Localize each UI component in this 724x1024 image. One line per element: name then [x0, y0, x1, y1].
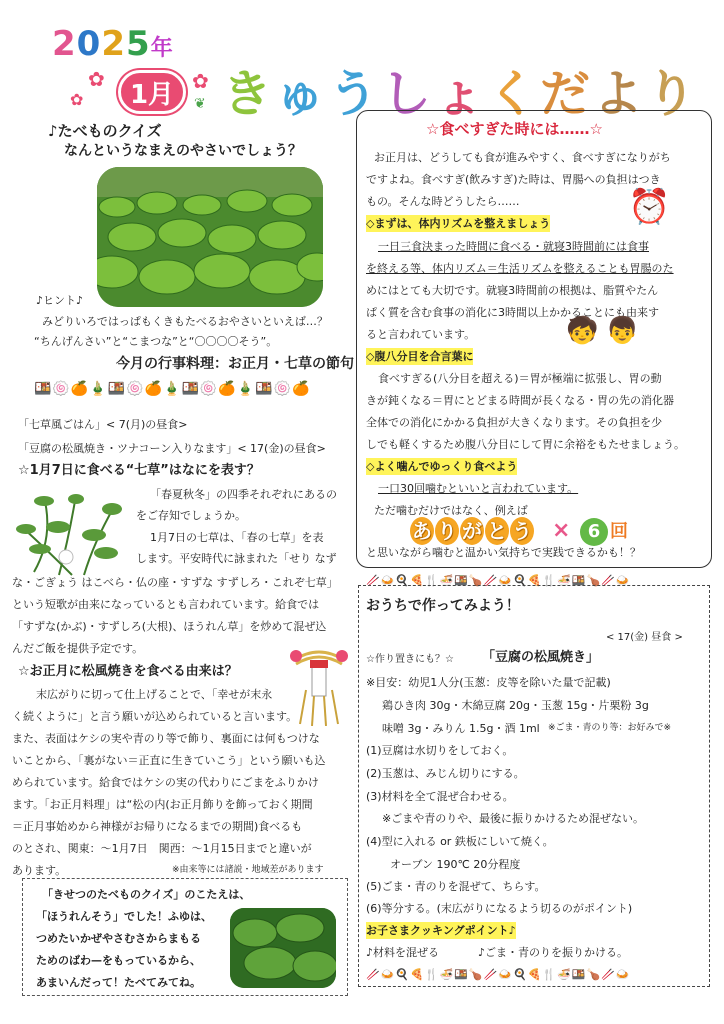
month-badge: 1月	[118, 70, 186, 114]
matsukaze-text: あります。	[12, 864, 67, 877]
overeat-text: もの。そんな時どうしたら……	[366, 195, 520, 208]
alarm-clock-icon: ⏰	[628, 187, 671, 227]
matsukaze-text: のとされ、関東：～1月7日 関西：～1月15日までと違いが	[12, 842, 312, 855]
event-line: 「豆腐の松風焼き・ツナコーン入りなます」< 17(金)の昼食>	[18, 442, 326, 455]
overeat-text: ると言われています。	[366, 328, 476, 341]
girl-eating-icon: 🧒	[566, 316, 599, 346]
kids-tip: ♪ごま・青のりを振りかける。	[478, 946, 629, 959]
year-title: 2025年	[52, 24, 174, 64]
event-line: 「七草風ごはん」< 7(月)の昼食>	[18, 418, 188, 431]
overeat-text: 一口30回噛むといいと言われています。	[378, 482, 579, 495]
recipe-step-note: ※ごまや青のりや、最後に振りかけるため混ぜない。	[382, 812, 644, 825]
overeat-text: 食べすぎる(八分目を超える)＝胃が極端に拡張し、胃の動	[378, 372, 662, 385]
matsukaze-heading: ☆お正月に松風焼きを食べる由来は？	[18, 664, 238, 679]
osechi-decoration-row: 🍱🍥🍊🎍🍱🍥🍊🎍🍱🍥🍊🎍🍱🍥🍊	[34, 381, 311, 397]
answer-text: つめたいかぜやさむさからまもる	[36, 932, 201, 945]
spinach-field-photo	[97, 167, 323, 307]
matsukaze-text: また、表面はケシの実や青のり等で飾り、裏面には何もつけな	[12, 732, 320, 745]
recipe-lead: ☆作り置きにも？☆	[366, 654, 454, 665]
tip-title: ◇まずは、体内リズムを整えましょう	[366, 215, 550, 232]
recipe-ingredients: 味噌 3g・みりん 1.5g・酒 1ml	[382, 722, 540, 735]
count-lettering: 6 回	[580, 518, 628, 546]
spinach-photo	[230, 908, 336, 988]
recipe-name: 「豆腐の松風焼き」	[482, 650, 600, 665]
matsukaze-text: く続くように」と言う願いが込められていると言います。	[12, 710, 298, 723]
recipe-step: (6)等分する。(末広がりになるよう切るのがポイント)	[366, 902, 633, 915]
recipe-step: (2)玉葱は、みじん切りにする。	[366, 767, 525, 780]
times-symbol: ×	[552, 518, 571, 543]
food-icons-border-top: 🥢🍛🍳🍕🍴🍜🍱🍗🥢🍛🍳🍕🍴🍜🍱🍗🥢🍛	[366, 574, 631, 587]
matsukaze-text: 末広がりに切って仕上げることで、「幸せが末永	[36, 688, 273, 701]
overeat-text: めにはとても大切です。就寝3時間前の根拠は、脂質やたん	[366, 284, 659, 297]
nanakusa-text: します。平安時代に詠まれた「せり なず	[136, 552, 337, 565]
newsletter-title: きゅうしょくだより	[222, 65, 699, 123]
nanakusa-text: をご存知でしょうか。	[136, 509, 246, 522]
tip-title: ◇よく噛んでゆっくり食べよう	[366, 458, 517, 475]
kids-tip: ♪材料を混ぜる	[366, 946, 440, 959]
food-icons-border-bottom: 🥢🍛🍳🍕🍴🍜🍱🍗🥢🍛🍳🍕🍴🍜🍱🍗🥢🍛	[366, 968, 631, 981]
boy-eating-icon: 👦	[606, 316, 639, 346]
matsukaze-note: ※由来等には諸説・地域差があります	[172, 865, 324, 875]
recipe-step: (3)材料を全て混ぜ合わせる。	[366, 790, 514, 803]
recipe-step: (5)ごま・青のりを混ぜて、ちらす。	[366, 880, 546, 893]
hint-line: みどりいろではっぱもくきもたべるおやさいといえば…？	[42, 315, 328, 328]
overeat-heading: ☆食べすぎた時には……☆	[426, 120, 603, 138]
answer-text: 「ほうれんそう」でした！ふゆは、	[36, 910, 212, 923]
tip-title: ◇腹八分目を合言葉に	[366, 348, 473, 365]
answer-text: あまいんだって！たべてみてね。	[36, 976, 201, 989]
recipe-heading: おうちで作ってみよう！	[366, 598, 520, 614]
plum-flower-icon: ✿	[88, 67, 105, 91]
overeat-text: ぱく質を含む食事の消化に3時間以上かかることにも由来す	[366, 306, 659, 319]
events-heading: 今月の行事料理：お正月・七草の節句	[116, 356, 354, 372]
nanakusa-text: という短歌が由来になっているとも言われています。給食では	[12, 598, 320, 611]
quiz-question: なんというなまえのやさいでしょう？	[64, 143, 302, 159]
recipe-date: < 17(金) 昼食 >	[606, 632, 683, 643]
overeat-text: を終える等、体内リズム＝生活リズムを整えることも胃腸のた	[366, 262, 674, 275]
overeat-text: しでも軽くするため腹八分目にして胃に余裕をもたせましょう。	[366, 438, 685, 451]
overeat-text: ただ噛むだけではなく、例えば	[374, 504, 528, 517]
overeat-text: 一日三食決まった時間に食べる・就寝3時間前には食事	[378, 240, 649, 253]
overeat-closing: と思いながら噛むと温かい気持ちで実践できるかも！？	[366, 546, 641, 559]
recipe-step-detail: オーブン 190℃ 20分程度	[390, 858, 521, 871]
answer-text: ためのばわ—をもっているから、	[36, 954, 201, 967]
recipe-guide: ※目安：幼児1人分(玉葱：皮等を除いた量で記載)	[366, 676, 611, 689]
answer-text: 「きせつのたべものクイズ」のこたえは、	[42, 888, 251, 901]
overeat-text: 全体での消化にかかる負担が大きくなります。その負担を少	[366, 416, 663, 429]
overeat-text: きが鈍くなる＝胃にとどまる時間が長くなる・胃の先の消化器	[366, 394, 674, 407]
nanakusa-text: 「春夏秋冬」の四季それぞれにあるの	[150, 488, 337, 501]
quiz-heading: ♪たべものクイズ	[48, 122, 162, 140]
overeat-text: ですよね。食べすぎ(飲みすぎ)た時は、胃腸への負担はつき	[366, 173, 661, 186]
recipe-ingredients: 鶏ひき肉 30g・木綿豆腐 20g・玉葱 15g・片栗粉 3g	[382, 699, 649, 712]
plum-flower-icon: ✿	[192, 69, 209, 93]
arigatou-lettering: あ り が と う	[412, 519, 532, 543]
nanakusa-text: 1月7日の七草は、「春の七草」を表	[150, 531, 324, 544]
recipe-step: (1)豆腐は水切りをしておく。	[366, 744, 514, 757]
matsukaze-text: ＝正月事始めから神様がお帰りになるまでの期間)食べるも	[12, 820, 303, 833]
hint-label: ♪ヒント♪	[36, 294, 84, 307]
nanakusa-text: な・ごぎょう はこべら・仏の座・すずな すずしろ・これぞ七草」	[12, 576, 338, 589]
matsukaze-text: められています。給食ではケシの実の代わりにごまをふりかけ	[12, 776, 319, 789]
matsukaze-text: いことから、「裏がない＝正直に生きていこう」という願いも込	[12, 754, 326, 767]
nanakusa-text: 「すずな(かぶ)・すずしろ(大根)、ほうれん草」を炒めて混ぜ込	[12, 620, 327, 633]
nanakusa-heading: ☆1月7日に食べる“七草”はなにを表す？	[18, 463, 260, 478]
kids-cooking-point: お子さまクッキングポイント♪	[366, 922, 516, 939]
hint-line: “ちんげんさい”と“こまつな”と“〇〇〇〇そう”。	[34, 335, 278, 348]
plum-flower-icon: ✿	[70, 90, 84, 109]
overeat-text: お正月は、どうしても食が進みやすく、食べすぎになりがち	[374, 151, 671, 164]
recipe-step: (4)型に入れる or 鉄板にしいて焼く。	[366, 835, 554, 848]
leaf-icon: ❦	[194, 96, 206, 112]
matsukaze-text: ます。「お正月料理」は“松の内(お正月飾りを飾っておく期間	[12, 798, 313, 811]
nanakusa-text: んだご飯を提供予定です。	[12, 642, 144, 655]
recipe-ingredients-note: ※ごま・青のり等：お好みで※	[548, 723, 672, 733]
nanakusa-herbs-illustration	[14, 487, 132, 577]
